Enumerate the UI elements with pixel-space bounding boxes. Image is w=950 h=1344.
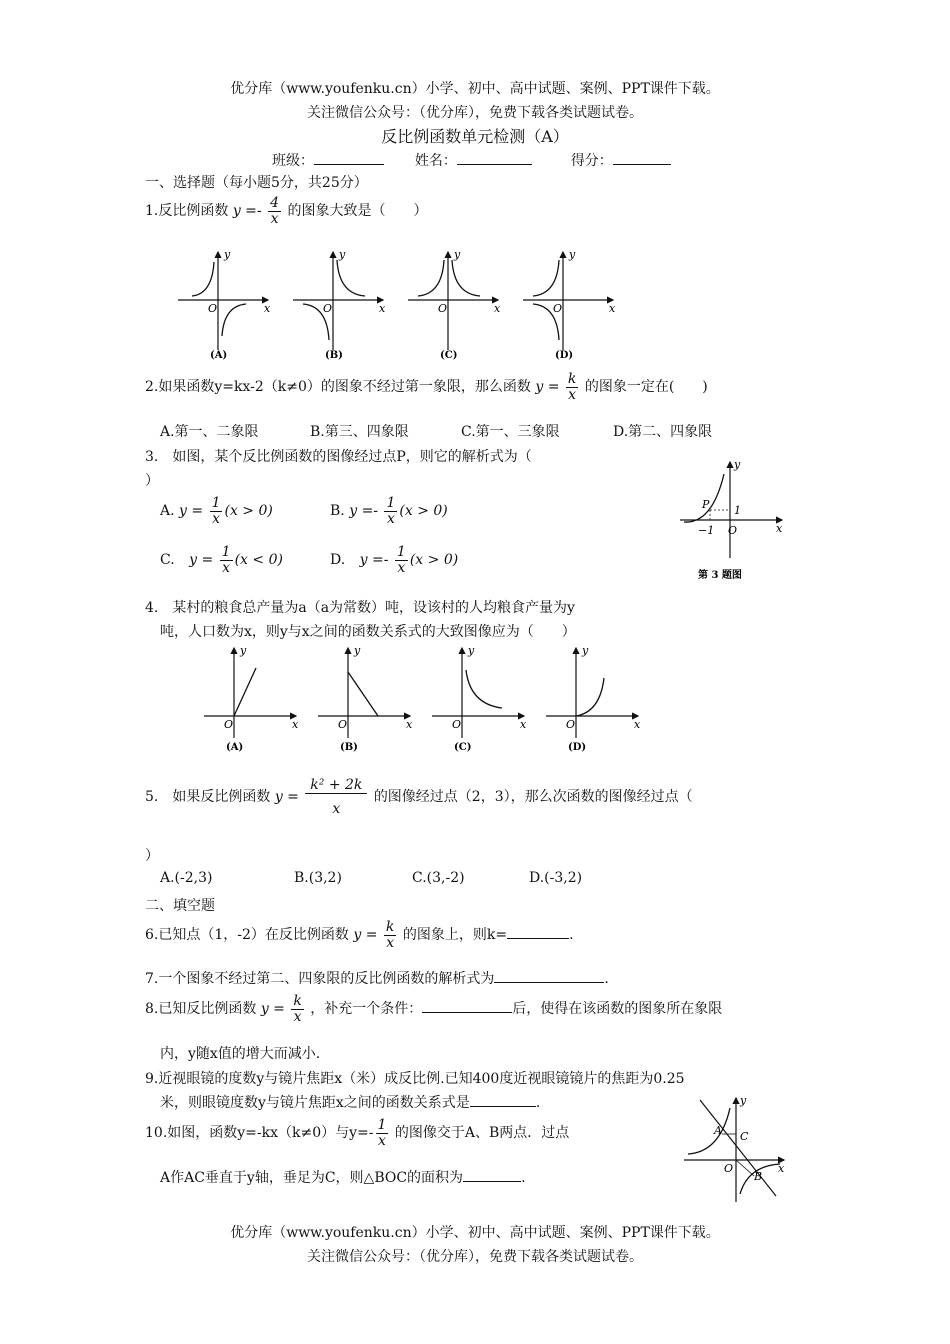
svg-text:x: x [634, 718, 641, 731]
svg-text:y: y [740, 1094, 747, 1107]
q2-suffix: 的图象一定在( ) [584, 379, 708, 396]
q7-text: 7.一个图象不经过第二、四象限的反比例函数的解析式为 [145, 971, 495, 987]
q1-graph-b-label: (B) [325, 350, 343, 361]
svg-text:−1: −1 [698, 524, 715, 537]
q2-option-c[interactable]: C.第一、三象限 [461, 424, 560, 440]
svg-text:C: C [740, 1130, 749, 1143]
q2-yeq: y = [535, 379, 560, 396]
svg-text:y: y [339, 248, 346, 261]
info-line [272, 150, 671, 170]
q10-prefix: 10.如图，函数y=-kx（k≠0）与y=- [145, 1125, 374, 1142]
question-6: 6.已知点（1，-2）在反比例函数 y = $\frac{k}{x}$ 的图象上，则k= . [145, 919, 574, 951]
q5-option-d[interactable]: D.(-3,2) [529, 870, 583, 886]
svg-text:x: x [379, 302, 386, 315]
svg-text:x: x [778, 1162, 785, 1175]
q1-graph-c-label: (C) [440, 350, 458, 361]
question-8: 8.已知反比例函数 y = $\frac{k}{x}$ ，补充一个条件： 后，使得在该函数的图象所在象限 [145, 993, 723, 1025]
svg-text:x: x [609, 302, 616, 315]
q4-line-1: 4. 某村的粮食总产量为a（a为常数）吨，设该村的人均粮食产量为y [145, 600, 575, 616]
svg-text:x: x [292, 718, 299, 731]
q1-graph-a [178, 248, 271, 361]
q8-prefix: 8.已知反比例函数 [145, 1001, 257, 1018]
svg-text:x: x [776, 522, 783, 535]
svg-text:y: y [224, 248, 231, 261]
svg-text:y: y [240, 644, 247, 657]
q10-answer-blank[interactable] [463, 1167, 521, 1182]
q10-line-2: A作AC垂直于y轴，垂足为C，则△BOC的面积为 [160, 1170, 464, 1186]
svg-text:O: O [728, 524, 738, 537]
q1-graph-c [408, 248, 501, 361]
svg-text:x: x [494, 302, 501, 315]
q8-yeq: y = [260, 1001, 285, 1018]
q1-graph-d [523, 248, 616, 361]
svg-text:x: x [264, 302, 271, 315]
svg-text:x: x [406, 718, 413, 731]
svg-text:O: O [566, 718, 576, 731]
q5-text: 5. 如果反比例函数 [145, 789, 271, 806]
question-2 [145, 372, 708, 402]
q5-fraction: $\frac{\text{k² + 2k}}{x}$ [305, 778, 367, 816]
q5-option-c[interactable]: C.(3,-2) [412, 870, 465, 886]
q9-answer-blank[interactable] [470, 1092, 536, 1107]
name-label: 姓名： [414, 153, 457, 169]
footer-line-2: 关注微信公众号：（优分库），免费下载各类试题试卷。 [307, 1249, 643, 1265]
q7-answer-blank[interactable] [494, 968, 604, 983]
q1-prefix: 1.反比例函数 [145, 203, 229, 220]
class-label: 班级： [272, 153, 314, 169]
q3-figure-caption: 第 3 题图 [698, 570, 742, 581]
svg-text:O: O [452, 718, 462, 731]
q6-fraction: $\frac{k}{x}$ [385, 919, 395, 951]
q1-suffix: 的图象大致是（ ） [287, 203, 428, 220]
footer-line-1: 优分库（www.youfenku.cn）小学、初中、高中试题、案例、PPT课件下载。 [230, 1225, 720, 1241]
q6-answer-blank[interactable] [507, 924, 569, 939]
question-1 [145, 196, 427, 226]
svg-text:y: y [582, 644, 589, 657]
score-blank[interactable] [613, 150, 671, 165]
q4-graph-c-label: (C) [454, 742, 472, 753]
q4-graph-a-label: (A) [226, 742, 244, 753]
q6-prefix: 6.已知点（1，-2）在反比例函数 [145, 927, 349, 944]
header-line-2: 关注微信公众号：（优分库），免费下载各类试题试卷。 [307, 105, 643, 121]
page-title: 反比例函数单元检测（A） [381, 127, 569, 146]
svg-text:O: O [438, 302, 448, 315]
q3-option-b[interactable]: B. y =- $\frac{1}{x}$ (x > 0) [330, 495, 448, 527]
class-blank[interactable] [314, 150, 384, 165]
svg-text:O: O [724, 1162, 734, 1175]
q2-text: 2.如果函数y=kx-2（k≠0）的图象不经过第一象限，那么函数 [145, 379, 531, 396]
svg-text:y: y [354, 644, 361, 657]
svg-text:y: y [468, 644, 475, 657]
svg-text:O: O [323, 302, 333, 315]
svg-text:O: O [208, 302, 218, 315]
q1-graph-d-label: (D) [555, 350, 574, 361]
svg-text:P: P [702, 498, 710, 511]
q3-option-a[interactable]: A. y = $\frac{1}{x}$ (x > 0) [160, 495, 273, 527]
q5-option-a[interactable]: A.(-2,3) [160, 870, 213, 886]
q8-fraction: $\frac{k}{x}$ [293, 993, 302, 1025]
svg-text:O: O [338, 718, 348, 731]
q5-close: ） [145, 848, 159, 864]
q6-yeq: y = [353, 927, 378, 944]
section-2-heading: 二、填空题 [145, 898, 215, 914]
svg-text:y: y [734, 458, 741, 471]
svg-text:B: B [754, 1170, 763, 1183]
score-label: 得分： [570, 153, 613, 169]
q6-suffix: 的图象上，则k= [402, 927, 508, 944]
q1-fraction: $\frac{4}{x}$ [270, 195, 280, 227]
header-line-1: 优分库（www.youfenku.cn）小学、初中、高中试题、案例、PPT课件下载。 [230, 81, 720, 97]
q9-line-2: 米，则眼镜度数y与镜片焦距x之间的函数关系式是 [160, 1095, 470, 1111]
q4-graph-d [546, 644, 641, 753]
question-7: 7.一个图象不经过第二、四象限的反比例函数的解析式为 . [145, 968, 609, 988]
svg-text:x: x [520, 718, 527, 731]
q4-graph-c [432, 644, 527, 753]
question-10-line-2: A作AC垂直于y轴，垂足为C，则△BOC的面积为 . [160, 1167, 526, 1187]
q1-yeq: y =- [232, 203, 262, 220]
q2-option-b[interactable]: B.第三、四象限 [310, 424, 409, 440]
q3-option-c[interactable]: C. y = $\frac{1}{x}$ (x < 0) [160, 544, 283, 576]
q4-line-2: 吨，人口数为x，则y与x之间的函数关系式的大致图像应为（ ） [160, 624, 576, 640]
q10-figure [680, 1094, 790, 1206]
name-blank[interactable] [457, 150, 532, 165]
q3-close: ） [145, 473, 159, 489]
q3-text: 3. 如图，某个反比例函数的图像经过点P，则它的解析式为（ [145, 449, 532, 465]
q2-fraction: $\frac{k}{x}$ [567, 371, 577, 403]
q2-option-a[interactable]: A.第一、二象限 [160, 424, 259, 440]
q4-graph-a [204, 644, 299, 753]
q8-suffix: ，补充一个条件： [310, 1001, 423, 1018]
svg-text:O: O [553, 302, 563, 315]
q1-graph-a-label: (A) [210, 350, 228, 361]
q10-suffix: 的图像交于A、B两点．过点 [394, 1125, 570, 1142]
svg-text:1: 1 [734, 504, 741, 517]
q5-option-b[interactable]: B.(3,2) [294, 870, 342, 886]
svg-text:O: O [224, 718, 234, 731]
svg-text:y: y [569, 248, 576, 261]
q1-graphs [170, 246, 616, 362]
section-1-heading: 一、选择题（每小题5分，共25分） [145, 175, 368, 191]
question-10 [145, 1118, 569, 1148]
q5-suffix: 的图像经过点（2，3），那么次函数的图像经过点（ [373, 789, 693, 806]
q4-graph-b-label: (B) [340, 742, 358, 753]
question-5 [145, 778, 693, 816]
q3-figure [676, 458, 788, 586]
q8-line-2: 内，y随x值的增大而减小. [160, 1046, 321, 1062]
question-9-line-2: 米，则眼镜度数y与镜片焦距x之间的函数关系式是 . [160, 1092, 540, 1112]
q4-graphs [196, 642, 656, 754]
q9-line-1: 9.近视眼镜的度数y与镜片焦距x（米）成反比例.已知400度近视眼镜镜片的焦距为0.25 [145, 1071, 685, 1087]
q5-yeq: y = [274, 789, 299, 806]
q1-graph-b [293, 248, 386, 361]
q8-answer-blank[interactable] [422, 998, 512, 1013]
svg-text:y: y [454, 248, 461, 261]
q2-option-d[interactable]: D.第二、四象限 [613, 424, 713, 440]
q10-fraction: $\frac{1}{x}$ [377, 1117, 387, 1149]
q3-option-d[interactable]: D. y =- $\frac{1}{x}$ (x > 0) [330, 544, 459, 576]
q4-graph-d-label: (D) [568, 742, 587, 753]
q4-graph-b [318, 644, 413, 753]
svg-text:A: A [714, 1124, 722, 1137]
